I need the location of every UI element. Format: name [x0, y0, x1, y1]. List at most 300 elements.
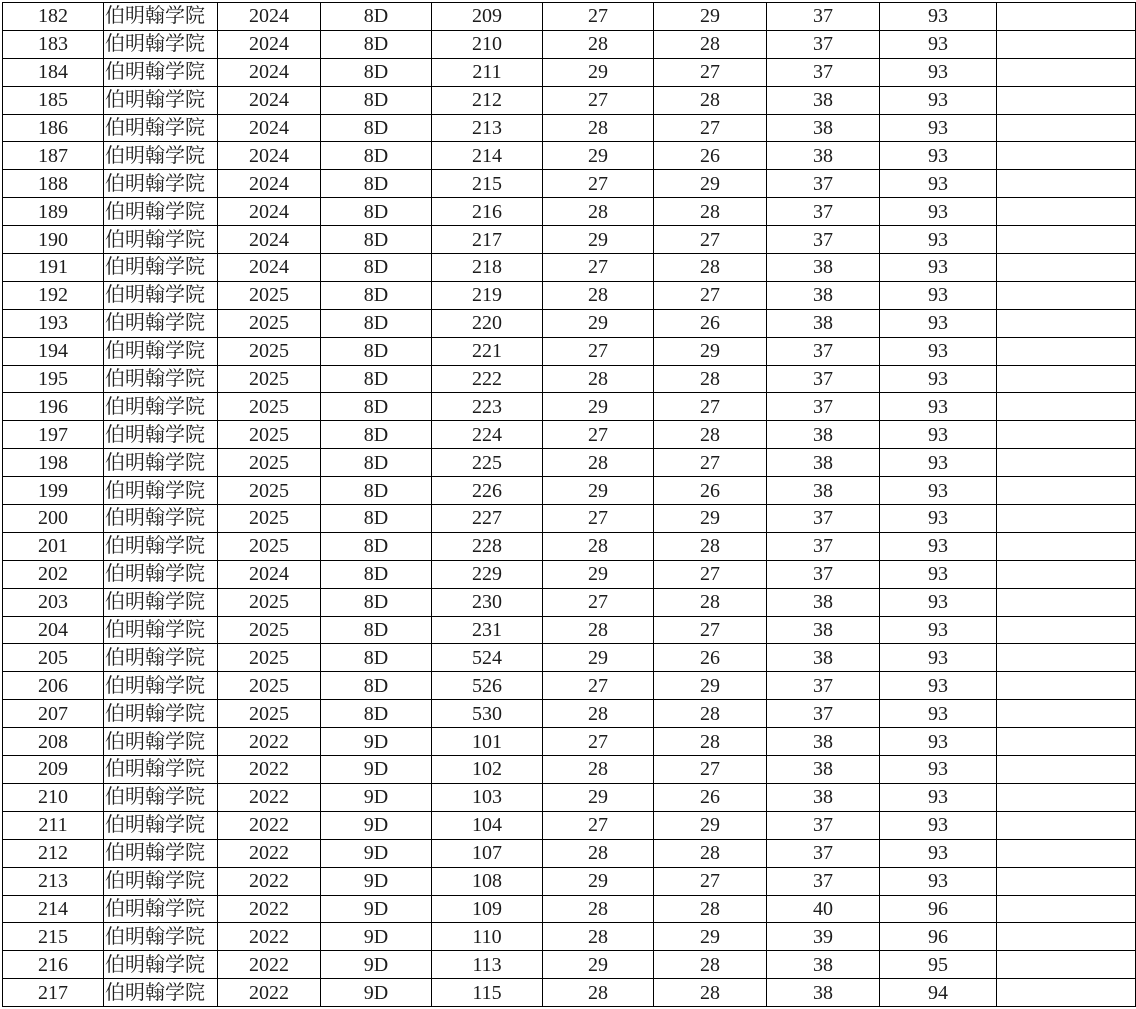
cell-total: 93 [880, 3, 997, 31]
cell-score3: 40 [767, 895, 880, 923]
cell-school: 伯明翰学院 [104, 449, 218, 477]
cell-seq: 191 [3, 254, 104, 282]
cell-code: 8D [321, 532, 432, 560]
cell-score2: 28 [654, 951, 767, 979]
cell-number: 115 [432, 979, 543, 1007]
cell-total: 93 [880, 588, 997, 616]
cell-score2: 28 [654, 588, 767, 616]
cell-score2: 29 [654, 811, 767, 839]
cell-school: 伯明翰学院 [104, 142, 218, 170]
cell-score2: 28 [654, 895, 767, 923]
cell-total: 93 [880, 30, 997, 58]
cell-total: 93 [880, 337, 997, 365]
cell-score1: 28 [543, 30, 654, 58]
cell-score2: 27 [654, 756, 767, 784]
cell-number: 213 [432, 114, 543, 142]
cell-seq: 214 [3, 895, 104, 923]
cell-code: 8D [321, 505, 432, 533]
cell-score3: 38 [767, 114, 880, 142]
cell-empty [997, 756, 1136, 784]
table-row [3, 449, 1136, 477]
cell-empty [997, 170, 1136, 198]
cell-total: 93 [880, 756, 997, 784]
cell-code: 9D [321, 895, 432, 923]
cell-score1: 29 [543, 477, 654, 505]
cell-number: 216 [432, 198, 543, 226]
cell-year: 2024 [218, 86, 321, 114]
cell-score3: 38 [767, 979, 880, 1007]
cell-seq: 200 [3, 505, 104, 533]
cell-school: 伯明翰学院 [104, 728, 218, 756]
cell-school: 伯明翰学院 [104, 477, 218, 505]
cell-school: 伯明翰学院 [104, 644, 218, 672]
cell-total: 93 [880, 532, 997, 560]
cell-score2: 26 [654, 783, 767, 811]
cell-score1: 27 [543, 337, 654, 365]
cell-number: 101 [432, 728, 543, 756]
cell-empty [997, 30, 1136, 58]
cell-empty [997, 505, 1136, 533]
table-row [3, 477, 1136, 505]
cell-code: 9D [321, 756, 432, 784]
cell-score2: 26 [654, 644, 767, 672]
cell-score2: 28 [654, 30, 767, 58]
cell-seq: 213 [3, 867, 104, 895]
cell-empty [997, 979, 1136, 1007]
cell-score3: 38 [767, 588, 880, 616]
cell-year: 2024 [218, 560, 321, 588]
cell-score3: 37 [767, 58, 880, 86]
cell-score2: 29 [654, 337, 767, 365]
cell-school: 伯明翰学院 [104, 700, 218, 728]
cell-score3: 37 [767, 3, 880, 31]
cell-empty [997, 728, 1136, 756]
cell-school: 伯明翰学院 [104, 365, 218, 393]
cell-score3: 38 [767, 421, 880, 449]
cell-school: 伯明翰学院 [104, 226, 218, 254]
cell-score1: 27 [543, 254, 654, 282]
cell-school: 伯明翰学院 [104, 198, 218, 226]
cell-number: 223 [432, 393, 543, 421]
cell-empty [997, 58, 1136, 86]
cell-year: 2024 [218, 30, 321, 58]
table-row [3, 281, 1136, 309]
cell-empty [997, 449, 1136, 477]
table-row [3, 421, 1136, 449]
cell-score2: 28 [654, 421, 767, 449]
cell-code: 8D [321, 254, 432, 282]
cell-score2: 29 [654, 672, 767, 700]
cell-school: 伯明翰学院 [104, 114, 218, 142]
cell-total: 93 [880, 226, 997, 254]
cell-year: 2025 [218, 309, 321, 337]
table-row [3, 170, 1136, 198]
cell-empty [997, 86, 1136, 114]
cell-score1: 28 [543, 532, 654, 560]
cell-score2: 27 [654, 58, 767, 86]
cell-year: 2025 [218, 616, 321, 644]
cell-number: 103 [432, 783, 543, 811]
cell-score3: 37 [767, 337, 880, 365]
cell-score2: 26 [654, 142, 767, 170]
cell-score1: 28 [543, 700, 654, 728]
cell-school: 伯明翰学院 [104, 281, 218, 309]
table-row [3, 114, 1136, 142]
cell-school: 伯明翰学院 [104, 58, 218, 86]
cell-score1: 28 [543, 923, 654, 951]
cell-score1: 28 [543, 365, 654, 393]
cell-code: 8D [321, 644, 432, 672]
cell-code: 8D [321, 560, 432, 588]
cell-empty [997, 198, 1136, 226]
cell-score1: 29 [543, 560, 654, 588]
cell-total: 93 [880, 114, 997, 142]
cell-school: 伯明翰学院 [104, 3, 218, 31]
cell-code: 8D [321, 588, 432, 616]
cell-number: 229 [432, 560, 543, 588]
cell-score2: 27 [654, 867, 767, 895]
cell-score3: 37 [767, 198, 880, 226]
cell-empty [997, 616, 1136, 644]
cell-school: 伯明翰学院 [104, 756, 218, 784]
cell-seq: 190 [3, 226, 104, 254]
cell-number: 219 [432, 281, 543, 309]
cell-score3: 37 [767, 365, 880, 393]
cell-year: 2025 [218, 421, 321, 449]
cell-school: 伯明翰学院 [104, 616, 218, 644]
cell-year: 2022 [218, 811, 321, 839]
table-row [3, 560, 1136, 588]
cell-number: 218 [432, 254, 543, 282]
cell-empty [997, 560, 1136, 588]
cell-score1: 29 [543, 58, 654, 86]
cell-score3: 38 [767, 756, 880, 784]
cell-score1: 29 [543, 783, 654, 811]
cell-code: 8D [321, 421, 432, 449]
cell-year: 2025 [218, 700, 321, 728]
cell-score1: 27 [543, 421, 654, 449]
cell-score3: 37 [767, 560, 880, 588]
cell-school: 伯明翰学院 [104, 811, 218, 839]
cell-number: 108 [432, 867, 543, 895]
cell-score3: 38 [767, 616, 880, 644]
table-row [3, 365, 1136, 393]
cell-total: 93 [880, 198, 997, 226]
cell-score3: 38 [767, 254, 880, 282]
cell-seq: 196 [3, 393, 104, 421]
cell-empty [997, 309, 1136, 337]
cell-total: 96 [880, 923, 997, 951]
data-table [2, 2, 1136, 1007]
cell-seq: 195 [3, 365, 104, 393]
table-row [3, 839, 1136, 867]
cell-score3: 38 [767, 477, 880, 505]
cell-number: 104 [432, 811, 543, 839]
cell-number: 228 [432, 532, 543, 560]
cell-score2: 28 [654, 839, 767, 867]
cell-score1: 28 [543, 198, 654, 226]
cell-score1: 29 [543, 309, 654, 337]
cell-total: 93 [880, 700, 997, 728]
cell-score1: 27 [543, 588, 654, 616]
cell-score1: 27 [543, 672, 654, 700]
cell-score3: 37 [767, 672, 880, 700]
cell-year: 2022 [218, 783, 321, 811]
cell-year: 2025 [218, 644, 321, 672]
cell-school: 伯明翰学院 [104, 895, 218, 923]
cell-code: 8D [321, 477, 432, 505]
cell-year: 2022 [218, 756, 321, 784]
cell-number: 109 [432, 895, 543, 923]
table-row [3, 58, 1136, 86]
cell-empty [997, 700, 1136, 728]
cell-school: 伯明翰学院 [104, 923, 218, 951]
cell-number: 209 [432, 3, 543, 31]
cell-code: 8D [321, 449, 432, 477]
cell-seq: 215 [3, 923, 104, 951]
cell-school: 伯明翰学院 [104, 393, 218, 421]
cell-empty [997, 867, 1136, 895]
table-row [3, 783, 1136, 811]
cell-score1: 27 [543, 3, 654, 31]
cell-score1: 28 [543, 114, 654, 142]
cell-empty [997, 365, 1136, 393]
cell-number: 227 [432, 505, 543, 533]
cell-seq: 211 [3, 811, 104, 839]
cell-score1: 28 [543, 839, 654, 867]
cell-number: 107 [432, 839, 543, 867]
cell-number: 231 [432, 616, 543, 644]
table-row [3, 644, 1136, 672]
cell-year: 2024 [218, 254, 321, 282]
cell-score3: 37 [767, 839, 880, 867]
cell-year: 2025 [218, 365, 321, 393]
cell-total: 93 [880, 281, 997, 309]
cell-school: 伯明翰学院 [104, 309, 218, 337]
cell-year: 2025 [218, 588, 321, 616]
cell-total: 94 [880, 979, 997, 1007]
cell-score3: 38 [767, 783, 880, 811]
cell-total: 93 [880, 477, 997, 505]
table-row [3, 309, 1136, 337]
cell-score3: 37 [767, 226, 880, 254]
cell-year: 2022 [218, 979, 321, 1007]
cell-empty [997, 281, 1136, 309]
cell-empty [997, 644, 1136, 672]
cell-number: 530 [432, 700, 543, 728]
cell-year: 2022 [218, 923, 321, 951]
cell-seq: 202 [3, 560, 104, 588]
cell-number: 224 [432, 421, 543, 449]
table-row [3, 951, 1136, 979]
cell-score1: 29 [543, 951, 654, 979]
cell-seq: 182 [3, 3, 104, 31]
cell-score3: 38 [767, 86, 880, 114]
cell-school: 伯明翰学院 [104, 951, 218, 979]
cell-score3: 38 [767, 951, 880, 979]
cell-total: 96 [880, 895, 997, 923]
cell-school: 伯明翰学院 [104, 783, 218, 811]
cell-year: 2025 [218, 337, 321, 365]
cell-number: 524 [432, 644, 543, 672]
cell-empty [997, 226, 1136, 254]
cell-score1: 29 [543, 644, 654, 672]
table-row [3, 728, 1136, 756]
table-row [3, 867, 1136, 895]
cell-total: 93 [880, 393, 997, 421]
cell-year: 2025 [218, 532, 321, 560]
cell-total: 93 [880, 309, 997, 337]
cell-score2: 28 [654, 254, 767, 282]
table-row [3, 616, 1136, 644]
cell-seq: 185 [3, 86, 104, 114]
cell-seq: 205 [3, 644, 104, 672]
cell-empty [997, 783, 1136, 811]
cell-score1: 27 [543, 728, 654, 756]
cell-school: 伯明翰学院 [104, 588, 218, 616]
cell-score2: 27 [654, 281, 767, 309]
cell-total: 93 [880, 170, 997, 198]
cell-school: 伯明翰学院 [104, 560, 218, 588]
cell-seq: 197 [3, 421, 104, 449]
cell-code: 8D [321, 30, 432, 58]
cell-empty [997, 421, 1136, 449]
cell-empty [997, 839, 1136, 867]
cell-number: 210 [432, 30, 543, 58]
cell-score3: 37 [767, 700, 880, 728]
cell-code: 8D [321, 114, 432, 142]
cell-seq: 207 [3, 700, 104, 728]
table-body [3, 3, 1136, 1007]
cell-score3: 37 [767, 30, 880, 58]
cell-year: 2025 [218, 449, 321, 477]
cell-score2: 28 [654, 365, 767, 393]
cell-number: 211 [432, 58, 543, 86]
cell-year: 2024 [218, 170, 321, 198]
cell-school: 伯明翰学院 [104, 170, 218, 198]
cell-seq: 192 [3, 281, 104, 309]
cell-empty [997, 3, 1136, 31]
cell-score2: 27 [654, 616, 767, 644]
cell-seq: 217 [3, 979, 104, 1007]
cell-number: 225 [432, 449, 543, 477]
cell-score1: 28 [543, 979, 654, 1007]
cell-code: 9D [321, 867, 432, 895]
table-row [3, 588, 1136, 616]
cell-code: 8D [321, 365, 432, 393]
cell-year: 2022 [218, 728, 321, 756]
cell-year: 2022 [218, 839, 321, 867]
cell-score3: 38 [767, 142, 880, 170]
cell-year: 2025 [218, 281, 321, 309]
cell-code: 8D [321, 616, 432, 644]
cell-empty [997, 811, 1136, 839]
cell-empty [997, 895, 1136, 923]
cell-code: 9D [321, 979, 432, 1007]
cell-score3: 37 [767, 811, 880, 839]
cell-number: 220 [432, 309, 543, 337]
cell-seq: 206 [3, 672, 104, 700]
cell-score3: 38 [767, 281, 880, 309]
cell-code: 8D [321, 198, 432, 226]
cell-total: 93 [880, 672, 997, 700]
cell-number: 221 [432, 337, 543, 365]
cell-year: 2024 [218, 3, 321, 31]
cell-total: 93 [880, 86, 997, 114]
cell-code: 8D [321, 700, 432, 728]
cell-score1: 28 [543, 616, 654, 644]
cell-number: 102 [432, 756, 543, 784]
cell-score2: 28 [654, 532, 767, 560]
cell-year: 2022 [218, 867, 321, 895]
cell-number: 214 [432, 142, 543, 170]
cell-school: 伯明翰学院 [104, 979, 218, 1007]
cell-code: 8D [321, 58, 432, 86]
cell-total: 93 [880, 421, 997, 449]
cell-score3: 37 [767, 170, 880, 198]
cell-year: 2024 [218, 198, 321, 226]
cell-code: 8D [321, 226, 432, 254]
table-row [3, 86, 1136, 114]
cell-score2: 29 [654, 923, 767, 951]
table-row [3, 337, 1136, 365]
table-row [3, 393, 1136, 421]
cell-score1: 28 [543, 449, 654, 477]
cell-score1: 28 [543, 281, 654, 309]
cell-school: 伯明翰学院 [104, 867, 218, 895]
cell-year: 2022 [218, 895, 321, 923]
cell-code: 8D [321, 672, 432, 700]
cell-school: 伯明翰学院 [104, 254, 218, 282]
cell-score2: 28 [654, 198, 767, 226]
cell-score2: 27 [654, 393, 767, 421]
cell-seq: 208 [3, 728, 104, 756]
cell-year: 2025 [218, 672, 321, 700]
cell-number: 222 [432, 365, 543, 393]
cell-number: 217 [432, 226, 543, 254]
cell-score1: 29 [543, 393, 654, 421]
cell-score3: 37 [767, 393, 880, 421]
cell-code: 8D [321, 309, 432, 337]
cell-seq: 194 [3, 337, 104, 365]
cell-number: 526 [432, 672, 543, 700]
table-row [3, 923, 1136, 951]
cell-number: 110 [432, 923, 543, 951]
table-row [3, 532, 1136, 560]
cell-score1: 28 [543, 895, 654, 923]
table-row [3, 979, 1136, 1007]
cell-score1: 29 [543, 226, 654, 254]
cell-seq: 184 [3, 58, 104, 86]
cell-score2: 29 [654, 170, 767, 198]
table-row [3, 756, 1136, 784]
cell-total: 93 [880, 142, 997, 170]
cell-score1: 27 [543, 811, 654, 839]
cell-score3: 38 [767, 449, 880, 477]
cell-score3: 38 [767, 728, 880, 756]
cell-school: 伯明翰学院 [104, 532, 218, 560]
cell-empty [997, 672, 1136, 700]
cell-total: 93 [880, 811, 997, 839]
cell-code: 8D [321, 142, 432, 170]
cell-seq: 193 [3, 309, 104, 337]
cell-school: 伯明翰学院 [104, 86, 218, 114]
cell-number: 215 [432, 170, 543, 198]
cell-year: 2025 [218, 505, 321, 533]
cell-total: 95 [880, 951, 997, 979]
cell-seq: 187 [3, 142, 104, 170]
cell-total: 93 [880, 867, 997, 895]
